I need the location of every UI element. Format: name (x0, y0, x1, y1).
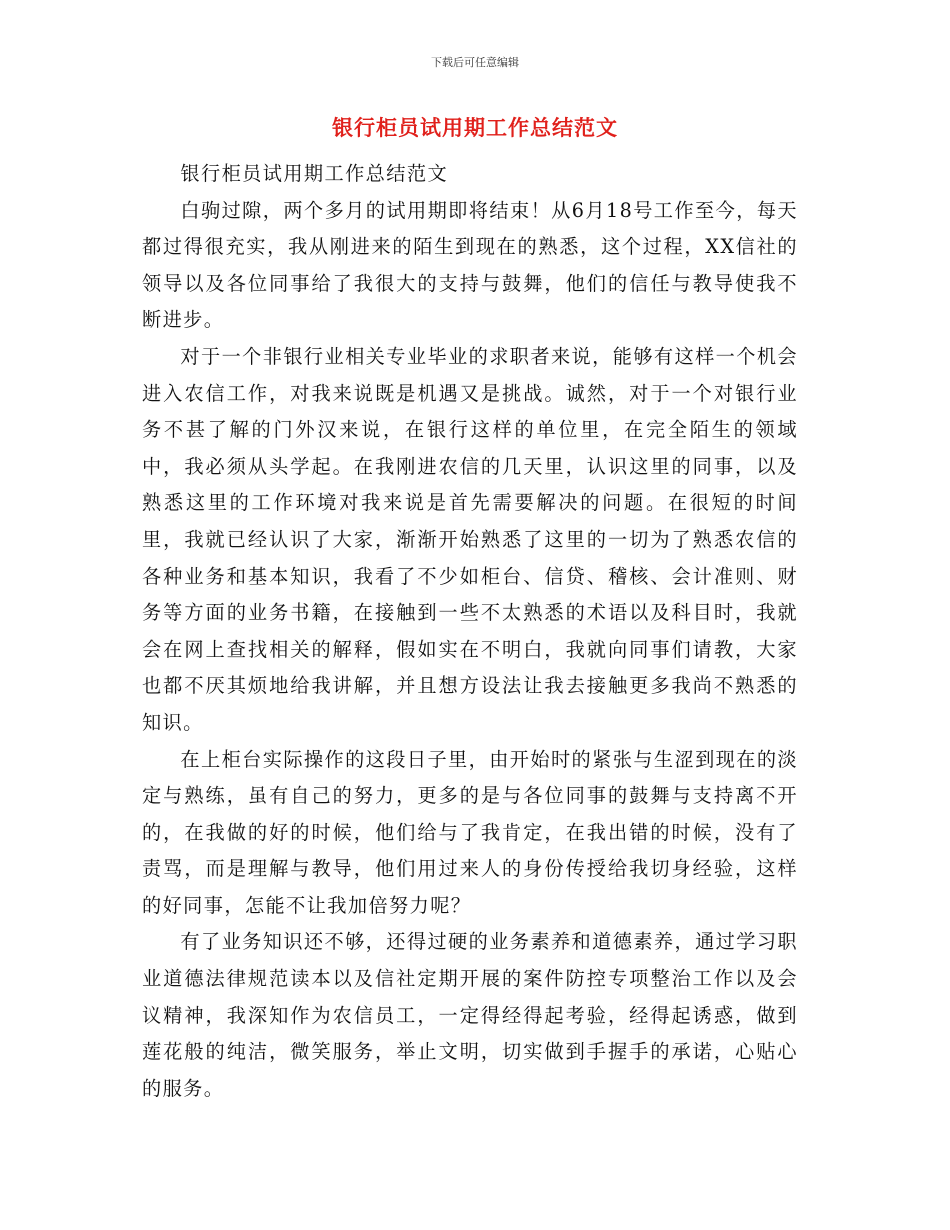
body-paragraph: 对于一个非银行业相关专业毕业的求职者来说，能够有这样一个机会进入农信工作，对我来说既是机遇又是挑战。诚然，对于一个对银行业务不甚了解的门外汉来说，在银行这样的单位里，在完全陌生的领域中，我必须从头学起。在我刚进农信的几天里，认识这里的同事，以及熟悉这里的工作环境对我来说是首先需要解决的问题。在很短的时间里，我就已经认识了大家，渐渐开始熟悉了这里的一切为了熟悉农信的各种业务和基本知识，我看了不少如柜台、信贷、稽核、会计准则、财务等方面的业务书籍，在接触到一些不太熟悉的术语以及科目时，我就会在网上查找相关的解释，假如实在不明白，我就向同事们请教，大家也都不厌其烦地给我讲解，并且想方设法让我去接触更多我尚不熟悉的知识。 (142, 344, 799, 734)
body-paragraph: 有了业务知识还不够，还得过硬的业务素养和道德素养，通过学习职业道德法律规范读本以及信社定期开展的案件防控专项整治工作以及会议精神，我深知作为农信员工，一定得经得起考验，经得起诱惑，做到莲花般的纯洁，微笑服务，举止文明，切实做到手握手的承诺，心贴心的服务。 (142, 930, 799, 1100)
document-body (142, 156, 798, 1107)
header-note: 下载后可任意编辑 (431, 56, 519, 69)
body-paragraph: 在上柜台实际操作的这段日子里，由开始时的紧张与生涩到现在的淡定与熟练，虽有自己的努力，更多的是与各位同事的鼓舞与支持离不开的，在我做的好的时候，他们给与了我肯定，在我出错的时候，没有了责骂，而是理解与教导，他们用过来人的身份传授给我切身经验，这样的好同事，怎能不让我加倍努力呢？ (142, 747, 799, 917)
body-paragraph-subtitle: 银行柜员试用期工作总结范文 (180, 162, 449, 185)
body-paragraph: 白驹过隙，两个多月的试用期即将结束！从6月18号工作至今，每天都过得很充实，我从刚进来的陌生到现在的熟悉，这个过程，XX信社的领导以及各位同事给了我很大的支持与鼓舞，他们的信任与教导使我不断进步。 (142, 198, 798, 332)
document-title: 银行柜员试用期工作总结范文 (332, 115, 618, 140)
